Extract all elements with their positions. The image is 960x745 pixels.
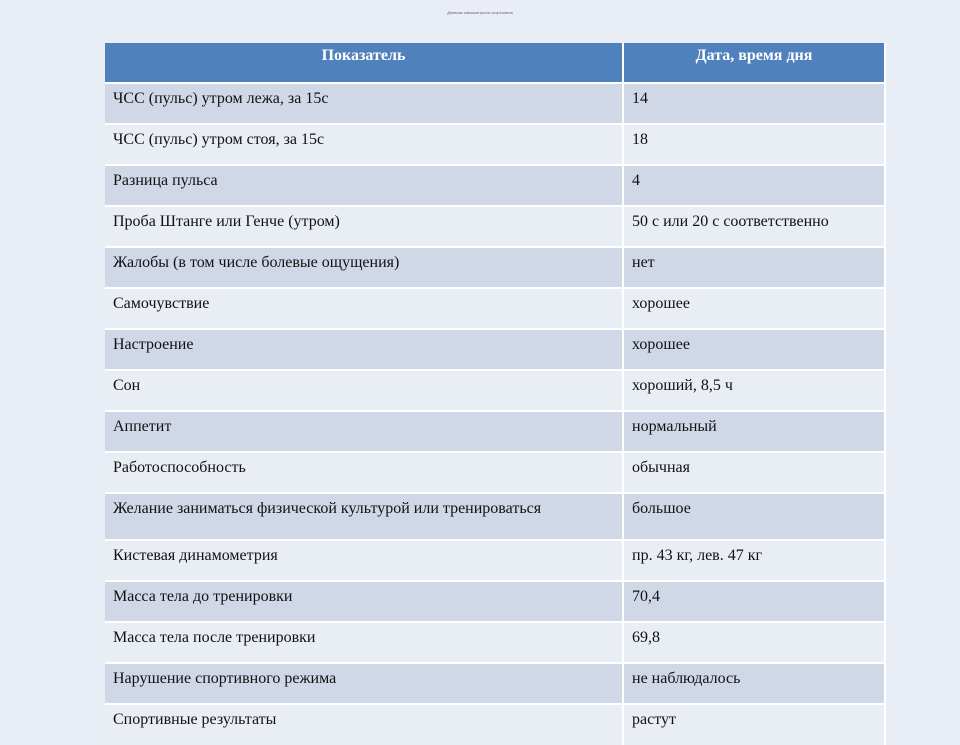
value-cell: 4 [623,165,885,206]
indicator-cell: Нарушение спортивного режима [105,663,623,704]
table-row [105,288,885,329]
value-cell: пр. 43 кг, лев. 47 кг [623,540,885,581]
slide-title: Дневник самоконтроля спортсмена [447,10,513,15]
table-row [105,704,885,745]
value-cell: нет [623,247,885,288]
value-cell: 69,8 [623,622,885,663]
indicator-cell: Разница пульса [105,165,623,206]
table-row [105,370,885,411]
table-row [105,452,885,493]
value-cell: 18 [623,124,885,165]
table-row [105,247,885,288]
value-cell: 70,4 [623,581,885,622]
indicator-cell: Желание заниматься физической культурой или тренироваться [105,493,623,540]
value-cell: растут [623,704,885,745]
indicator-cell: Сон [105,370,623,411]
value-cell: хорошее [623,329,885,370]
table-row [105,83,885,124]
indicator-cell: Проба Штанге или Генче (утром) [105,206,623,247]
indicator-cell: Настроение [105,329,623,370]
indicator-cell: Самочувствие [105,288,623,329]
column-header-date: Дата, время дня [623,43,885,83]
value-cell: обычная [623,452,885,493]
indicator-cell: ЧСС (пульс) утром стоя, за 15с [105,124,623,165]
indicator-cell: Жалобы (в том числе болевые ощущения) [105,247,623,288]
indicator-cell: Аппетит [105,411,623,452]
self-control-table [105,43,886,745]
table-row [105,206,885,247]
table-row [105,165,885,206]
value-cell: нормальный [623,411,885,452]
value-cell: 50 с или 20 с соответственно [623,206,885,247]
table-row [105,663,885,704]
indicator-cell: Масса тела до тренировки [105,581,623,622]
table-body [105,83,885,745]
column-header-indicator: Показатель [105,43,623,83]
indicator-cell: ЧСС (пульс) утром лежа, за 15с [105,83,623,124]
value-cell: хорошее [623,288,885,329]
value-cell: 14 [623,83,885,124]
value-cell: не наблюдалось [623,663,885,704]
table-row [105,622,885,663]
value-cell: хороший, 8,5 ч [623,370,885,411]
indicator-cell: Работоспособность [105,452,623,493]
table-row [105,493,885,540]
indicator-cell: Масса тела после тренировки [105,622,623,663]
indicator-cell: Кистевая динамометрия [105,540,623,581]
indicator-cell: Спортивные результаты [105,704,623,745]
value-cell: большое [623,493,885,540]
table-row [105,411,885,452]
table-row [105,124,885,165]
table-header-row [105,43,885,83]
table-row [105,581,885,622]
table-row [105,329,885,370]
table-row [105,540,885,581]
